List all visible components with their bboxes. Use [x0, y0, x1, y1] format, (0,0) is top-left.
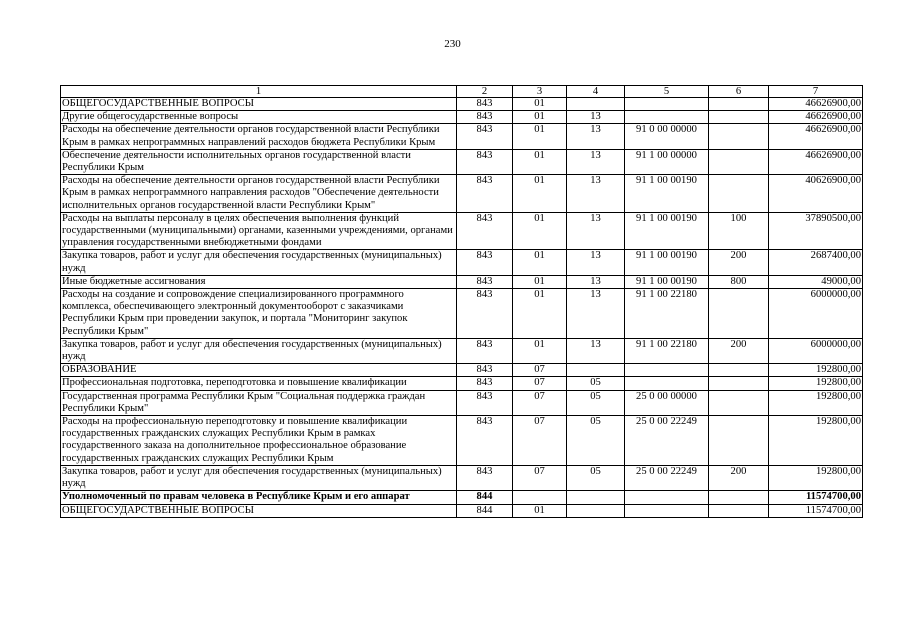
row-expense-type: 200: [709, 338, 769, 363]
row-subsection-code: [567, 491, 625, 504]
row-expense-type: [709, 98, 769, 111]
row-amount: 6000000,00: [769, 338, 863, 363]
row-ved-code: 843: [457, 111, 513, 124]
row-expense-type: [709, 491, 769, 504]
col-header-2: 2: [457, 86, 513, 98]
row-name: ОБЩЕГОСУДАРСТВЕННЫЕ ВОПРОСЫ: [61, 504, 457, 517]
row-expense-type: [709, 149, 769, 174]
row-ved-code: 843: [457, 416, 513, 466]
row-target-article: 91 1 00 00190: [625, 275, 709, 288]
table-row: [61, 364, 863, 377]
table-row: [61, 212, 863, 250]
row-section-code: 01: [513, 175, 567, 213]
col-header-1: 1: [61, 86, 457, 98]
row-section-code: 01: [513, 504, 567, 517]
table-row: [61, 504, 863, 517]
row-subsection-code: 05: [567, 377, 625, 390]
row-subsection-code: 13: [567, 175, 625, 213]
row-ved-code: 843: [457, 364, 513, 377]
row-name: Расходы на выплаты персоналу в целях обеспечения выполнения функций государственными (муниципальными) органами, казенными учреждениями, органами управления государственными внебюджетными фондами: [61, 212, 457, 250]
row-amount: 46626900,00: [769, 98, 863, 111]
table-row: [61, 250, 863, 275]
row-expense-type: 800: [709, 275, 769, 288]
row-subsection-code: 13: [567, 124, 625, 149]
row-expense-type: [709, 504, 769, 517]
row-target-article: 91 1 00 22180: [625, 289, 709, 339]
row-amount: 46626900,00: [769, 111, 863, 124]
row-ved-code: 843: [457, 289, 513, 339]
table-row: [61, 465, 863, 490]
row-name: ОБРАЗОВАНИЕ: [61, 364, 457, 377]
row-subsection-code: 05: [567, 390, 625, 415]
row-expense-type: 100: [709, 212, 769, 250]
row-expense-type: [709, 175, 769, 213]
row-amount: 192800,00: [769, 465, 863, 490]
table-row: [61, 390, 863, 415]
row-amount: 192800,00: [769, 390, 863, 415]
row-section-code: 01: [513, 111, 567, 124]
row-name: Другие общегосударственные вопросы: [61, 111, 457, 124]
table-row: [61, 111, 863, 124]
row-ved-code: 843: [457, 465, 513, 490]
row-subsection-code: 05: [567, 416, 625, 466]
row-target-article: [625, 504, 709, 517]
row-section-code: 07: [513, 416, 567, 466]
header-row: [61, 86, 863, 98]
row-amount: 192800,00: [769, 416, 863, 466]
row-expense-type: [709, 377, 769, 390]
row-ved-code: 843: [457, 212, 513, 250]
row-section-code: 01: [513, 212, 567, 250]
table-row: [61, 149, 863, 174]
table-row: [61, 98, 863, 111]
row-target-article: 91 1 00 00190: [625, 250, 709, 275]
row-expense-type: [709, 124, 769, 149]
row-ved-code: 843: [457, 98, 513, 111]
table-row: [61, 175, 863, 213]
table-row: [61, 491, 863, 504]
row-section-code: 07: [513, 465, 567, 490]
row-name: Закупка товаров, работ и услуг для обеспечения государственных (муниципальных) нужд: [61, 338, 457, 363]
row-ved-code: 843: [457, 124, 513, 149]
row-expense-type: 200: [709, 250, 769, 275]
row-amount: 2687400,00: [769, 250, 863, 275]
row-section-code: 07: [513, 364, 567, 377]
row-ved-code: 843: [457, 250, 513, 275]
row-expense-type: [709, 416, 769, 466]
col-header-3: 3: [513, 86, 567, 98]
row-target-article: 91 1 00 22180: [625, 338, 709, 363]
row-section-code: 01: [513, 149, 567, 174]
col-header-5: 5: [625, 86, 709, 98]
row-ved-code: 844: [457, 504, 513, 517]
row-amount: 192800,00: [769, 377, 863, 390]
row-section-code: 01: [513, 275, 567, 288]
row-name: Закупка товаров, работ и услуг для обеспечения государственных (муниципальных) нужд: [61, 465, 457, 490]
row-section-code: 01: [513, 250, 567, 275]
row-name: Профессиональная подготовка, переподготовка и повышение квалификации: [61, 377, 457, 390]
table-row: [61, 377, 863, 390]
row-section-code: 07: [513, 377, 567, 390]
row-amount: 6000000,00: [769, 289, 863, 339]
table-row: [61, 124, 863, 149]
table-row: [61, 289, 863, 339]
row-subsection-code: [567, 504, 625, 517]
row-amount: 49000,00: [769, 275, 863, 288]
row-expense-type: [709, 289, 769, 339]
table-row: [61, 416, 863, 466]
row-name: Расходы на создание и сопровождение специализированного программного комплекса, обеспечивающего электронный документооборот с заказчиками Республики Крым при проведении закупок, и портала "Мониторинг закупок Республики Крым": [61, 289, 457, 339]
row-target-article: [625, 364, 709, 377]
row-target-article: 91 1 00 00000: [625, 149, 709, 174]
row-ved-code: 843: [457, 377, 513, 390]
col-header-6: 6: [709, 86, 769, 98]
row-target-article: [625, 111, 709, 124]
row-ved-code: 843: [457, 390, 513, 415]
row-target-article: [625, 377, 709, 390]
row-name: Расходы на обеспечение деятельности органов государственной власти Республики Крым в рамках непрограммных направлений расходов бюджета Республики Крым: [61, 124, 457, 149]
row-ved-code: 843: [457, 275, 513, 288]
row-target-article: 25 0 00 00000: [625, 390, 709, 415]
row-name: Иные бюджетные ассигнования: [61, 275, 457, 288]
row-subsection-code: 05: [567, 465, 625, 490]
col-header-7: 7: [769, 86, 863, 98]
row-section-code: 07: [513, 390, 567, 415]
row-target-article: [625, 98, 709, 111]
row-subsection-code: 13: [567, 149, 625, 174]
row-name: ОБЩЕГОСУДАРСТВЕННЫЕ ВОПРОСЫ: [61, 98, 457, 111]
row-name: Обеспечение деятельности исполнительных органов государственной власти Республики Крым: [61, 149, 457, 174]
row-amount: 11574700,00: [769, 504, 863, 517]
row-section-code: [513, 491, 567, 504]
row-amount: 46626900,00: [769, 149, 863, 174]
row-amount: 37890500,00: [769, 212, 863, 250]
row-name: Расходы на обеспечение деятельности органов государственной власти Республики Крым в рамках непрограммного направления расходов "Обеспечение деятельности исполнительных органов государственной власти Республики Крым": [61, 175, 457, 213]
row-expense-type: [709, 390, 769, 415]
budget-table: [60, 85, 863, 518]
row-target-article: 91 1 00 00190: [625, 212, 709, 250]
row-expense-type: 200: [709, 465, 769, 490]
row-ved-code: 843: [457, 338, 513, 363]
row-target-article: 25 0 00 22249: [625, 465, 709, 490]
row-name: Уполномоченный по правам человека в Республике Крым и его аппарат: [61, 491, 457, 504]
row-subsection-code: 13: [567, 212, 625, 250]
row-ved-code: 843: [457, 149, 513, 174]
table-row: [61, 338, 863, 363]
row-section-code: 01: [513, 98, 567, 111]
row-section-code: 01: [513, 338, 567, 363]
row-ved-code: 844: [457, 491, 513, 504]
row-amount: 192800,00: [769, 364, 863, 377]
row-subsection-code: [567, 364, 625, 377]
row-section-code: 01: [513, 124, 567, 149]
row-expense-type: [709, 111, 769, 124]
row-name: Государственная программа Республики Крым "Социальная поддержка граждан Республики Крым": [61, 390, 457, 415]
row-amount: 11574700,00: [769, 491, 863, 504]
row-target-article: [625, 491, 709, 504]
row-subsection-code: 13: [567, 289, 625, 339]
row-subsection-code: [567, 98, 625, 111]
col-header-4: 4: [567, 86, 625, 98]
row-target-article: 91 0 00 00000: [625, 124, 709, 149]
row-subsection-code: 13: [567, 275, 625, 288]
row-subsection-code: 13: [567, 338, 625, 363]
row-section-code: 01: [513, 289, 567, 339]
row-ved-code: 843: [457, 175, 513, 213]
row-target-article: 91 1 00 00190: [625, 175, 709, 213]
row-target-article: 25 0 00 22249: [625, 416, 709, 466]
row-name: Расходы на профессиональную переподготовку и повышение квалификации государственных гражданских служащих Республики Крым в рамках государственного заказа на дополнительное профессиональное образование государственных гражданских служащих Республики Крым: [61, 416, 457, 466]
row-amount: 40626900,00: [769, 175, 863, 213]
row-name: Закупка товаров, работ и услуг для обеспечения государственных (муниципальных) нужд: [61, 250, 457, 275]
row-expense-type: [709, 364, 769, 377]
row-subsection-code: 13: [567, 250, 625, 275]
page-number: 230: [444, 38, 461, 50]
row-subsection-code: 13: [567, 111, 625, 124]
table-row: [61, 275, 863, 288]
row-amount: 46626900,00: [769, 124, 863, 149]
